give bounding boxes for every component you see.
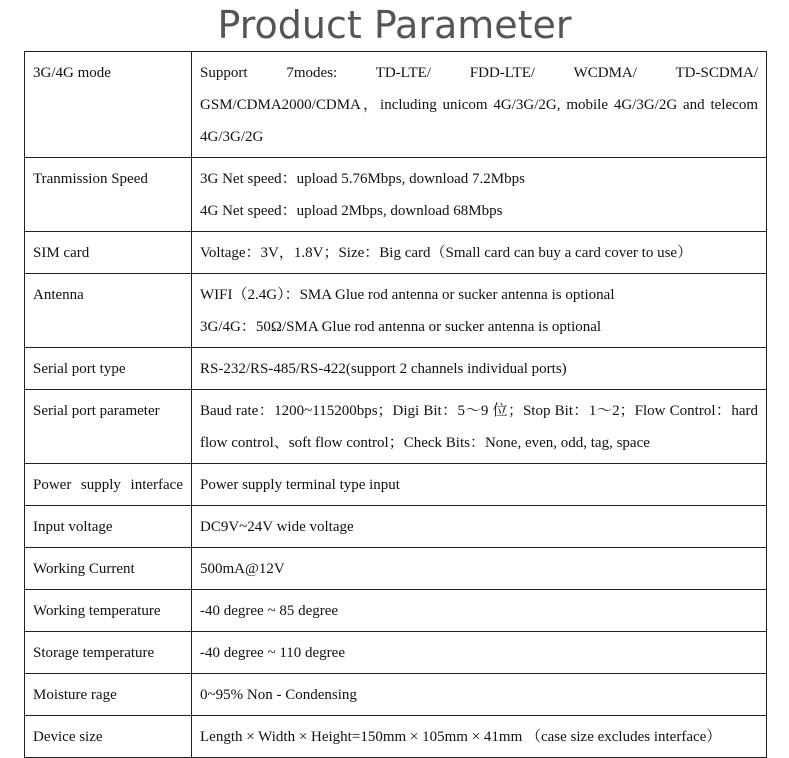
parameter-table (24, 51, 767, 758)
param-label: Moisture rage (25, 674, 192, 716)
param-label: Serial port type (25, 348, 192, 390)
table-row (25, 232, 767, 274)
param-value-line: 3G/4G：50Ω/SMA Glue rod antenna or sucker antenna is optional (200, 319, 602, 335)
param-value (192, 158, 767, 232)
param-label: Power supply interface (25, 464, 192, 506)
table-row (25, 390, 767, 464)
param-value: 0~95% Non - Condensing (192, 674, 767, 716)
param-label: Input voltage (25, 506, 192, 548)
param-value: -40 degree ~ 110 degree (192, 632, 767, 674)
page-title: Product Parameter (217, 3, 572, 47)
table-row (25, 348, 767, 390)
table-row (25, 506, 767, 548)
table-row (25, 590, 767, 632)
param-value-line: 3G Net speed：upload 5.76Mbps, download 7.2Mbps (200, 171, 525, 187)
param-label: Working temperature (25, 590, 192, 632)
table-row (25, 632, 767, 674)
param-value: DC9V~24V wide voltage (192, 506, 767, 548)
param-label: Working Current (25, 548, 192, 590)
param-value: Power supply terminal type input (192, 464, 767, 506)
param-value: Support 7modes: TD-LTE/ FDD-LTE/ WCDMA/ TD-SCDMA/ GSM/CDMA2000/CDMA，including unicom 4G/3G/2G, mobile 4G/3G/2G and telecom 4G/3G/2G (192, 52, 767, 158)
table-row (25, 716, 767, 758)
param-label: 3G/4G mode (25, 52, 192, 158)
param-value: Baud rate：1200~115200bps；Digi Bit：5～9 位；Stop Bit：1～2；Flow Control：hard flow control、soft flow control；Check Bits：None, even, odd, tag, space (192, 390, 767, 464)
param-value: Length × Width × Height=150mm × 105mm × 41mm （case size excludes interface） (192, 716, 767, 758)
param-value: RS-232/RS-485/RS-422(support 2 channels individual ports) (192, 348, 767, 390)
table-row (25, 464, 767, 506)
table-row (25, 52, 767, 158)
param-label: Device size (25, 716, 192, 758)
table-row (25, 674, 767, 716)
param-value: -40 degree ~ 85 degree (192, 590, 767, 632)
table-row (25, 274, 767, 348)
table-row (25, 548, 767, 590)
param-value-line: WIFI（2.4G）：SMA Glue rod antenna or sucker antenna is optional (200, 287, 615, 303)
param-value-line: 4G Net speed：upload 2Mbps, download 68Mbps (200, 203, 503, 219)
param-value: 500mA@12V (192, 548, 767, 590)
param-label: Antenna (25, 274, 192, 348)
param-value: Voltage：3V，1.8V；Size：Big card（Small card can buy a card cover to use） (192, 232, 767, 274)
table-row (25, 158, 767, 232)
param-label: Serial port parameter (25, 390, 192, 464)
param-label: Storage temperature (25, 632, 192, 674)
param-value (192, 274, 767, 348)
param-label: SIM card (25, 232, 192, 274)
param-label: Tranmission Speed (25, 158, 192, 232)
